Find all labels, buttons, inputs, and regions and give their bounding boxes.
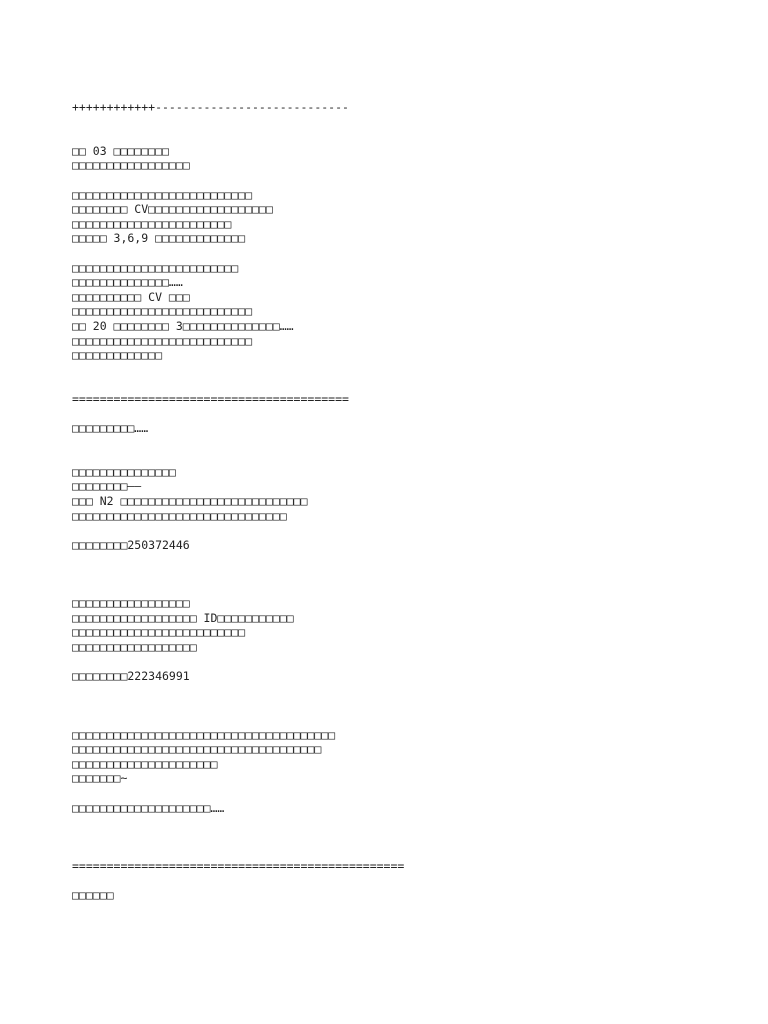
text-line: □□□□□□□□□□□□□□□□□□□□□□□□□□□□□□□□□□□□: [72, 742, 322, 757]
text-line: □□□□□□□□□□□□□□□□□□□□□□□□□□: [72, 333, 253, 348]
document-page: [72, 100, 732, 903]
text-line: □□□□□□□□□□□□□□□□□□□□□□□□□: [72, 625, 246, 640]
id-number-line: □□□□□□□□222346991: [72, 669, 190, 684]
text-line: □□□□□□□□□□□□□□□□□□□□□□□□□□□□□□□□□□□□□□: [72, 727, 336, 742]
text-line: □□□□□□□□□□□□□□□□□□□□□: [72, 756, 218, 771]
text-line: □□□□□□□□□□□□□□□□□: [72, 158, 190, 173]
text-line: □□□□□□□□□□□□□□……: [72, 275, 183, 290]
text-line: □□□□□□□□□□□□□□□□□□ ID□□□□□□□□□□□: [72, 610, 294, 625]
text-line: □□ 20 □□□□□□□□ 3□□□□□□□□□□□□□□……: [72, 318, 294, 333]
text-line: □□□□□□□□□……: [72, 421, 149, 436]
text-line: □□□□□□□□□□□□□□□□□□□□□□□□□□: [72, 304, 253, 319]
text-line: □□□□□□□□□□□□□□□□□□□□□□□□: [72, 260, 239, 275]
top-rule: ++++++++++++----------------------------: [72, 100, 349, 114]
text-line: □□□□□□□□□□□□□□□□□□: [72, 639, 197, 654]
text-line: □□□□□□□□——: [72, 479, 142, 494]
text-line: □□ 03 □□□□□□□□: [72, 143, 169, 158]
text-line: □□□□□ 3,6,9 □□□□□□□□□□□□□: [72, 231, 246, 246]
bottom-divider: ================================================: [72, 858, 405, 873]
text-line: □□□□□□□□□□□□□□□: [72, 464, 176, 479]
text-line: □□□□□□□~: [72, 771, 128, 786]
id-number-line: □□□□□□□□250372446: [72, 537, 190, 552]
text-line: □□□□□□□□□□□□□: [72, 348, 163, 363]
text-line: □□□□□□□□□□ CV □□□: [72, 289, 190, 304]
footer-text: □□□□□□: [72, 888, 114, 903]
text-line: □□□□□□□□□□□□□□□□□□□□……: [72, 800, 225, 815]
text-line: □□□□□□□□□□□□□□□□□: [72, 596, 190, 611]
text-line: □□□ N2 □□□□□□□□□□□□□□□□□□□□□□□□□□□: [72, 494, 308, 509]
text-line: □□□□□□□□□□□□□□□□□□□□□□□□□□□□□□□: [72, 508, 287, 523]
text-line: □□□□□□□□□□□□□□□□□□□□□□□□□□: [72, 187, 253, 202]
text-line: □□□□□□□□□□□□□□□□□□□□□□□: [72, 216, 232, 231]
text-line: □□□□□□□□ CV□□□□□□□□□□□□□□□□□□: [72, 202, 273, 217]
section-divider: ========================================: [72, 391, 349, 406]
